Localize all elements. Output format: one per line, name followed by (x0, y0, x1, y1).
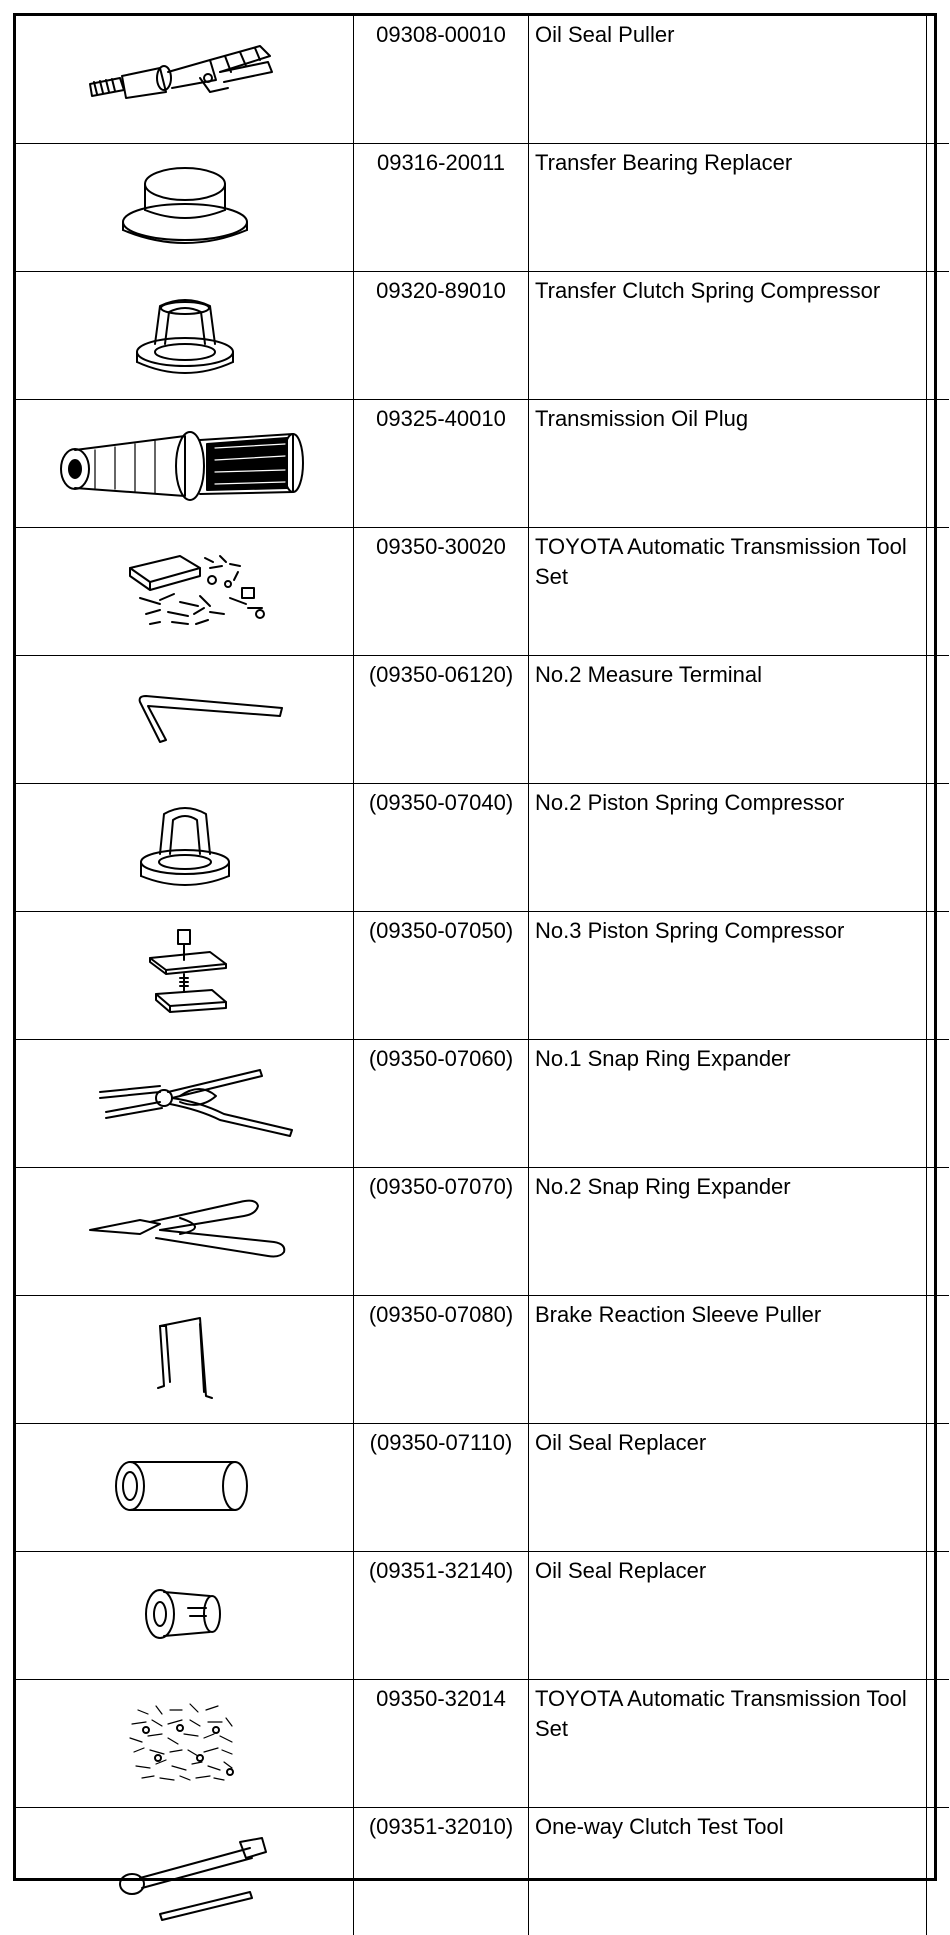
table-row (16, 1296, 949, 1424)
tool-illustration-cell (16, 784, 354, 912)
tube-replacer-icon (60, 1424, 310, 1544)
tool-name: Brake Reaction Sleeve Puller (529, 1296, 927, 1424)
clutch-test-tool-icon (60, 1808, 310, 1928)
tool-illustration-cell (16, 272, 354, 400)
blank-cell (927, 400, 950, 528)
blank-cell (927, 1296, 950, 1424)
blank-cell (927, 1680, 950, 1808)
tool-illustration-cell (16, 1040, 354, 1168)
part-number: (09351-32140) (354, 1552, 529, 1680)
tool-name: Transmission Oil Plug (529, 400, 927, 528)
tool-illustration-cell (16, 16, 354, 144)
piston-spring-compressor-icon (60, 784, 310, 904)
part-number: (09351-32010) (354, 1808, 529, 1935)
spring-compressor-icon (60, 272, 310, 392)
tool-illustration-cell (16, 1552, 354, 1680)
blank-cell (927, 1424, 950, 1552)
blank-cell (927, 784, 950, 912)
snap-ring-expander-icon (60, 1040, 310, 1160)
tool-set-icon (60, 1680, 310, 1800)
table-row (16, 144, 949, 272)
part-number: 09350-32014 (354, 1680, 529, 1808)
part-number: (09350-07110) (354, 1424, 529, 1552)
table-row (16, 784, 949, 912)
blank-cell (927, 656, 950, 784)
part-number: 09325-40010 (354, 400, 529, 528)
part-number: 09308-00010 (354, 16, 529, 144)
snap-ring-pliers-icon (60, 1168, 310, 1288)
tool-name: One-way Clutch Test Tool (529, 1808, 927, 1935)
measure-terminal-icon (60, 656, 310, 776)
tool-illustration-cell (16, 1808, 354, 1935)
tool-name: No.3 Piston Spring Compressor (529, 912, 927, 1040)
tool-name: Oil Seal Replacer (529, 1424, 927, 1552)
part-number: (09350-07050) (354, 912, 529, 1040)
oil-seal-puller-icon (60, 16, 310, 136)
tool-illustration-cell (16, 1680, 354, 1808)
tool-name: Transfer Clutch Spring Compressor (529, 272, 927, 400)
part-number: (09350-07060) (354, 1040, 529, 1168)
part-number: (09350-07070) (354, 1168, 529, 1296)
table-row (16, 912, 949, 1040)
blank-cell (927, 1808, 950, 1935)
part-number: 09316-20011 (354, 144, 529, 272)
tool-name: No.2 Measure Terminal (529, 656, 927, 784)
tool-name: Oil Seal Replacer (529, 1552, 927, 1680)
table-row (16, 1680, 949, 1808)
part-number: 09350-30020 (354, 528, 529, 656)
tool-illustration-cell (16, 656, 354, 784)
table-row (16, 1808, 949, 1935)
blank-cell (927, 1040, 950, 1168)
part-number: (09350-06120) (354, 656, 529, 784)
table-row (16, 1424, 949, 1552)
oil-plug-icon (35, 400, 335, 520)
tool-illustration-cell (16, 1296, 354, 1424)
blank-cell (927, 272, 950, 400)
tool-name: Transfer Bearing Replacer (529, 144, 927, 272)
tool-name: TOYOTA Automatic Transmission Tool Set (529, 528, 927, 656)
sleeve-puller-icon (60, 1296, 310, 1416)
tool-name: No.1 Snap Ring Expander (529, 1040, 927, 1168)
bearing-replacer-icon (60, 144, 310, 264)
blank-cell (927, 528, 950, 656)
tool-name: No.2 Piston Spring Compressor (529, 784, 927, 912)
tool-name: No.2 Snap Ring Expander (529, 1168, 927, 1296)
blank-cell (927, 144, 950, 272)
plate-compressor-icon (60, 912, 310, 1032)
part-number: (09350-07040) (354, 784, 529, 912)
table-row (16, 1040, 949, 1168)
blank-cell (927, 1168, 950, 1296)
tool-name: TOYOTA Automatic Transmission Tool Set (529, 1680, 927, 1808)
tool-illustration-cell (16, 1168, 354, 1296)
tool-illustration-cell (16, 912, 354, 1040)
blank-cell (927, 16, 950, 144)
tool-illustration-cell (16, 400, 354, 528)
table-row (16, 1552, 949, 1680)
seal-replacer-icon (60, 1552, 310, 1672)
table-row (16, 528, 949, 656)
tool-name: Oil Seal Puller (529, 16, 927, 144)
special-tools-table (13, 13, 937, 1881)
table-row (16, 16, 949, 144)
table-row (16, 1168, 949, 1296)
table-row (16, 400, 949, 528)
blank-cell (927, 1552, 950, 1680)
part-number: (09350-07080) (354, 1296, 529, 1424)
tool-illustration-cell (16, 1424, 354, 1552)
blank-cell (927, 912, 950, 1040)
table-row (16, 656, 949, 784)
table-row (16, 272, 949, 400)
tool-illustration-cell (16, 144, 354, 272)
tool-illustration-cell (16, 528, 354, 656)
tool-set-icon (60, 528, 310, 648)
part-number: 09320-89010 (354, 272, 529, 400)
